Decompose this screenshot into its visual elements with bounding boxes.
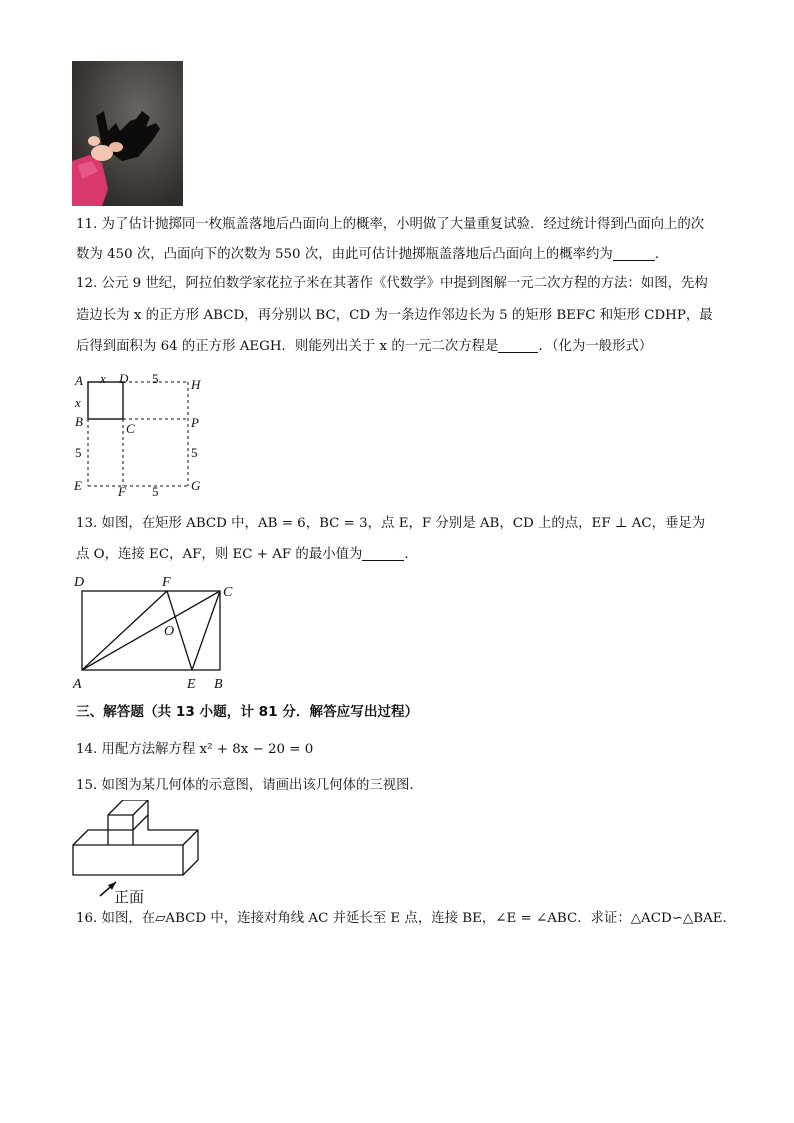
question-14: 14. 用配方法解方程 x² + 8x − 20 = 0	[76, 742, 314, 757]
label-x-top: x	[100, 371, 106, 386]
step-diagonal	[133, 815, 148, 830]
square-abcd	[88, 382, 123, 419]
label-f: F	[162, 575, 171, 590]
question-12-text: 后得到面积为 64 的正方形 AEGH．则能列出关于 x 的一元二次方程是	[76, 339, 499, 354]
label-g: G	[191, 478, 201, 493]
label-c: C	[126, 421, 135, 436]
front-view-label: 正面	[114, 888, 145, 906]
question-16: 16. 如图，在▱ABCD 中，连接对角线 AC 并延长至 E 点，连接 BE，∠E = ∠ABC．求证：△ACD∽△BAE．	[76, 911, 736, 926]
label-d: D	[74, 575, 85, 590]
question-13-text: 点 O，连接 EC，AF，则 EC + AF 的最小值为	[76, 547, 363, 562]
label-x-left: x	[75, 395, 81, 410]
middle-block-edges	[108, 830, 133, 845]
question-12-line-2: 造边长为 x 的正方形 ABCD，再分别以 BC，CD 为一条边作邻边长为 5 的矩形 BEFC 和矩形 CDHP，最	[76, 308, 713, 323]
label-b: B	[75, 414, 83, 429]
label-p: P	[191, 415, 199, 430]
solid-figure	[68, 800, 208, 906]
question-13-line-2	[76, 541, 418, 569]
segment-af	[82, 591, 167, 670]
question-13-line-1: 13. 如图，在矩形 ABCD 中，AB = 6，BC = 3，点 E，F 分别是 AB，CD 上的点，EF ⊥ AC，垂足为	[76, 516, 706, 531]
segment-ec	[192, 591, 220, 670]
question-11-text: 数为 450 次，凸面向下的次数为 550 次，由此可估计抛掷瓶盖落地后凸面向上的概率约为	[76, 247, 613, 262]
label-c: C	[223, 585, 233, 600]
answer-blank-13[interactable]	[362, 544, 404, 561]
label-5-left: 5	[75, 445, 82, 460]
answer-blank-11[interactable]	[613, 244, 655, 261]
label-h: H	[191, 377, 201, 392]
square-rectangles-figure	[70, 368, 210, 502]
left-top-edge	[73, 830, 108, 845]
front-face	[73, 845, 183, 875]
label-5-bottom: 5	[152, 484, 159, 499]
diagonal-ac	[82, 591, 220, 670]
question-15: 15. 如图为某几何体的示意图，请画出该几何体的三视图．	[76, 778, 423, 793]
section-3-heading: 三、解答题（共 13 小题，计 81 分．解答应写出过程）	[76, 704, 419, 720]
label-f: F	[118, 484, 126, 499]
question-12-line-3	[76, 333, 652, 361]
question-11-period: ．	[654, 247, 669, 262]
question-12-tail: ．（化为一般形式）	[538, 339, 653, 354]
question-13-period: ．	[404, 547, 418, 562]
label-o: O	[164, 624, 175, 639]
label-5-right: 5	[191, 445, 198, 460]
label-e: E	[187, 677, 196, 692]
answer-blank-12[interactable]	[498, 336, 538, 353]
label-d: D	[119, 371, 129, 386]
rectangle-figure	[68, 571, 244, 695]
shadow-puppet-illustration	[72, 61, 183, 206]
question-11-line-1: 11. 为了估计抛掷同一枚瓶盖落地后凸面向上的概率，小明做了大量重复试验．经过统计得到凸面向上的次	[76, 217, 705, 232]
label-a: A	[73, 677, 82, 692]
question-12-line-1: 12. 公元 9 世纪，阿拉伯数学家花拉子米在其著作《代数学》中提到图解一元二次方程的方法：如图，先构	[76, 276, 708, 291]
label-b: B	[214, 677, 223, 692]
label-e: E	[74, 478, 82, 493]
right-top-edge	[148, 815, 198, 845]
shadow-puppet-photo	[72, 61, 183, 206]
label-a: A	[75, 373, 83, 388]
step-top-face	[108, 800, 148, 815]
label-5-top: 5	[152, 371, 159, 386]
question-11-line-2	[76, 241, 668, 269]
